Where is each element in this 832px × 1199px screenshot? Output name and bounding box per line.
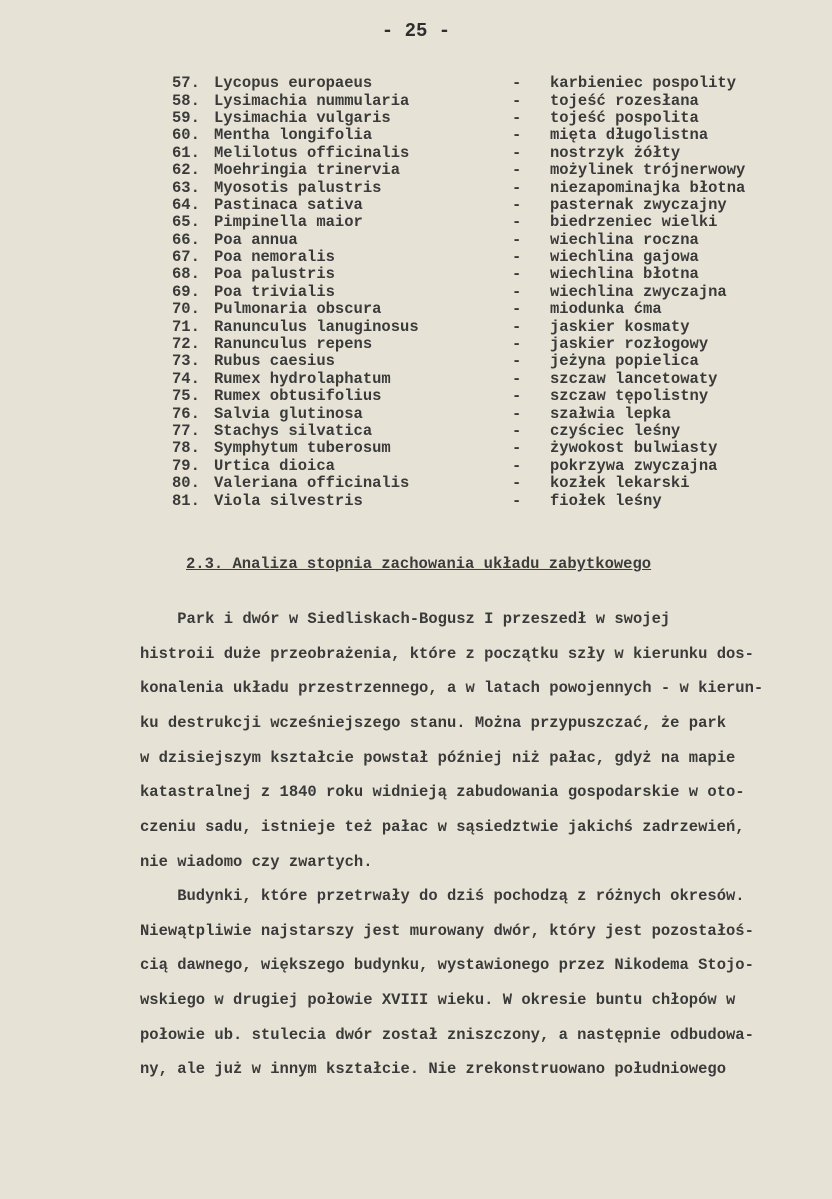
separator-dash: - bbox=[512, 300, 522, 319]
separator-dash: - bbox=[512, 439, 522, 458]
text-line: Niewątpliwie najstarszy jest murowany dwór, który jest pozostałoś- bbox=[140, 921, 754, 940]
species-row bbox=[172, 249, 772, 266]
latin-name: Rumex hydrolaphatum bbox=[214, 369, 391, 388]
polish-name: szałwia lepka bbox=[550, 404, 671, 423]
separator-dash: - bbox=[512, 143, 522, 162]
text-line: Park i dwór w Siedliskach-Bogusz I przeszedł w swojej bbox=[140, 610, 671, 628]
separator-dash: - bbox=[512, 352, 522, 371]
species-row bbox=[172, 110, 772, 127]
species-number: 64. bbox=[172, 195, 200, 214]
species-row bbox=[172, 301, 772, 318]
species-number: 57. bbox=[172, 74, 200, 93]
separator-dash: - bbox=[512, 422, 522, 440]
polish-name: żywokost bulwiasty bbox=[550, 439, 718, 458]
species-row bbox=[172, 179, 772, 196]
species-number: 75. bbox=[172, 387, 200, 406]
species-number: 79. bbox=[172, 456, 200, 475]
species-row bbox=[172, 92, 772, 109]
species-row bbox=[172, 458, 772, 475]
latin-name: Ranunculus repens bbox=[214, 335, 373, 354]
polish-name: biedrzeniec wielki bbox=[550, 213, 718, 232]
species-number: 63. bbox=[172, 178, 200, 197]
polish-name: karbieniec pospolity bbox=[550, 74, 737, 93]
polish-name: nostrzyk żółty bbox=[550, 143, 681, 162]
latin-name: Pastinaca sativa bbox=[214, 195, 363, 214]
separator-dash: - bbox=[512, 491, 522, 510]
species-number: 70. bbox=[172, 300, 200, 319]
latin-name: Pulmonaria obscura bbox=[214, 300, 382, 319]
species-number: 69. bbox=[172, 282, 200, 301]
polish-name: możylinek trójnerwowy bbox=[550, 161, 746, 180]
separator-dash: - bbox=[512, 387, 522, 406]
polish-name: pokrzywa zwyczajna bbox=[550, 456, 718, 475]
latin-name: Symphytum tuberosum bbox=[214, 439, 391, 458]
species-number: 77. bbox=[172, 422, 200, 440]
separator-dash: - bbox=[512, 317, 522, 336]
species-row bbox=[172, 284, 772, 301]
species-row bbox=[172, 475, 772, 492]
separator-dash: - bbox=[512, 161, 522, 180]
separator-dash: - bbox=[512, 230, 522, 249]
polish-name: wiechlina roczna bbox=[550, 230, 699, 249]
species-row bbox=[172, 162, 772, 179]
polish-name: czyściec leśny bbox=[550, 422, 681, 440]
paragraph-2 bbox=[140, 879, 830, 1087]
separator-dash: - bbox=[512, 404, 522, 423]
species-number: 68. bbox=[172, 265, 200, 284]
species-row bbox=[172, 232, 772, 249]
polish-name: jaskier rozłogowy bbox=[550, 335, 709, 354]
species-row bbox=[172, 145, 772, 162]
species-row bbox=[172, 214, 772, 231]
species-number: 81. bbox=[172, 491, 200, 510]
text-line: histroii duże przeobrażenia, które z początku szły w kierunku dos- bbox=[140, 644, 754, 663]
species-list bbox=[172, 75, 772, 510]
species-number: 65. bbox=[172, 213, 200, 232]
species-number: 59. bbox=[172, 108, 200, 127]
polish-name: wiechlina zwyczajna bbox=[550, 282, 727, 301]
separator-dash: - bbox=[512, 282, 522, 301]
latin-name: Viola silvestris bbox=[214, 491, 363, 510]
latin-name: Melilotus officinalis bbox=[214, 143, 410, 162]
text-line: cią dawnego, większego budynku, wystawionego przez Nikodema Stojo- bbox=[140, 956, 754, 975]
species-row bbox=[172, 405, 772, 422]
separator-dash: - bbox=[512, 126, 522, 145]
species-row bbox=[172, 197, 772, 214]
latin-name: Poa annua bbox=[214, 230, 298, 249]
polish-name: kozłek lekarski bbox=[550, 474, 690, 493]
species-row bbox=[172, 353, 772, 370]
paragraph-1 bbox=[140, 602, 830, 880]
text-line: w dzisiejszym kształcie powstał później niż pałac, gdyż na mapie bbox=[140, 748, 736, 767]
latin-name: Ranunculus lanuginosus bbox=[214, 317, 419, 336]
polish-name: szczaw tępolistny bbox=[550, 387, 709, 406]
latin-name: Rubus caesius bbox=[214, 352, 335, 371]
separator-dash: - bbox=[512, 335, 522, 354]
species-number: 67. bbox=[172, 248, 200, 267]
species-row bbox=[172, 75, 772, 92]
separator-dash: - bbox=[512, 108, 522, 127]
text-line: ny, ale już w innym kształcie. Nie zrekonstruowano południowego bbox=[140, 1060, 726, 1079]
latin-name: Stachys silvatica bbox=[214, 422, 373, 440]
separator-dash: - bbox=[512, 178, 522, 197]
latin-name: Moehringia trinervia bbox=[214, 161, 401, 180]
separator-dash: - bbox=[512, 74, 522, 93]
polish-name: pasternak zwyczajny bbox=[550, 195, 727, 214]
polish-name: tojeść rozesłana bbox=[550, 91, 699, 110]
separator-dash: - bbox=[512, 474, 522, 493]
page-number: - 25 - bbox=[381, 20, 451, 42]
species-row bbox=[172, 440, 772, 457]
species-number: 78. bbox=[172, 439, 200, 458]
species-number: 72. bbox=[172, 335, 200, 354]
text-line: połowie ub. stulecia dwór został zniszczony, a następnie odbudowa- bbox=[140, 1025, 754, 1044]
species-number: 74. bbox=[172, 369, 200, 388]
separator-dash: - bbox=[512, 91, 522, 110]
latin-name: Poa palustris bbox=[214, 265, 335, 284]
separator-dash: - bbox=[512, 195, 522, 214]
polish-name: jeżyna popielica bbox=[550, 352, 699, 371]
latin-name: Lysimachia vulgaris bbox=[214, 108, 391, 127]
latin-name: Urtica dioica bbox=[214, 456, 335, 475]
latin-name: Myosotis palustris bbox=[214, 178, 382, 197]
text-line: ku destrukcji wcześniejszego stanu. Można przypuszczać, że park bbox=[140, 714, 726, 733]
polish-name: jaskier kosmaty bbox=[550, 317, 690, 336]
species-row bbox=[172, 423, 772, 440]
species-number: 71. bbox=[172, 317, 200, 336]
species-row bbox=[172, 127, 772, 144]
species-row bbox=[172, 492, 772, 509]
separator-dash: - bbox=[512, 369, 522, 388]
latin-name: Mentha longifolia bbox=[214, 126, 373, 145]
latin-name: Pimpinella maior bbox=[214, 213, 363, 232]
text-line: Budynki, które przetrwały do dziś pochodzą z różnych okresów. bbox=[140, 887, 745, 905]
polish-name: niezapominajka błotna bbox=[550, 178, 746, 197]
polish-name: wiechlina gajowa bbox=[550, 248, 699, 267]
species-number: 76. bbox=[172, 404, 200, 423]
polish-name: tojeść pospolita bbox=[550, 108, 699, 127]
species-row bbox=[172, 388, 772, 405]
species-number: 60. bbox=[172, 126, 200, 145]
polish-name: miodunka ćma bbox=[550, 300, 662, 319]
species-number: 66. bbox=[172, 230, 200, 249]
latin-name: Salvia glutinosa bbox=[214, 404, 363, 423]
polish-name: mięta długolistna bbox=[550, 126, 709, 145]
text-line: konalenia układu przestrzennego, a w latach powojennych - w kierun- bbox=[140, 679, 764, 698]
text-line: wskiego w drugiej połowie XVIII wieku. W okresie buntu chłopów w bbox=[140, 991, 736, 1010]
species-number: 58. bbox=[172, 91, 200, 110]
species-number: 62. bbox=[172, 161, 200, 180]
separator-dash: - bbox=[512, 265, 522, 284]
latin-name: Poa trivialis bbox=[214, 282, 335, 301]
polish-name: szczaw lancetowaty bbox=[550, 369, 718, 388]
species-row bbox=[172, 371, 772, 388]
text-line: czeniu sadu, istnieje też pałac w sąsiedztwie jakichś zadrzewień, bbox=[140, 818, 745, 837]
latin-name: Lycopus europaeus bbox=[214, 74, 373, 93]
species-number: 73. bbox=[172, 352, 200, 371]
text-line: katastralnej z 1840 roku widnieją zabudowania gospodarskie w oto- bbox=[140, 783, 745, 802]
separator-dash: - bbox=[512, 456, 522, 475]
separator-dash: - bbox=[512, 248, 522, 267]
text-line: nie wiadomo czy zwartych. bbox=[140, 852, 373, 871]
separator-dash: - bbox=[512, 213, 522, 232]
species-row bbox=[172, 266, 772, 283]
latin-name: Rumex obtusifolius bbox=[214, 387, 382, 406]
species-row bbox=[172, 336, 772, 353]
latin-name: Lysimachia nummularia bbox=[214, 91, 410, 110]
species-number: 61. bbox=[172, 143, 200, 162]
species-row bbox=[172, 318, 772, 335]
latin-name: Poa nemoralis bbox=[214, 248, 335, 267]
latin-name: Valeriana officinalis bbox=[214, 474, 410, 493]
species-number: 80. bbox=[172, 474, 200, 493]
section-heading: 2.3. Analiza stopnia zachowania układu zabytkowego bbox=[186, 555, 652, 573]
polish-name: wiechlina błotna bbox=[550, 265, 699, 284]
polish-name: fiołek leśny bbox=[550, 491, 662, 510]
